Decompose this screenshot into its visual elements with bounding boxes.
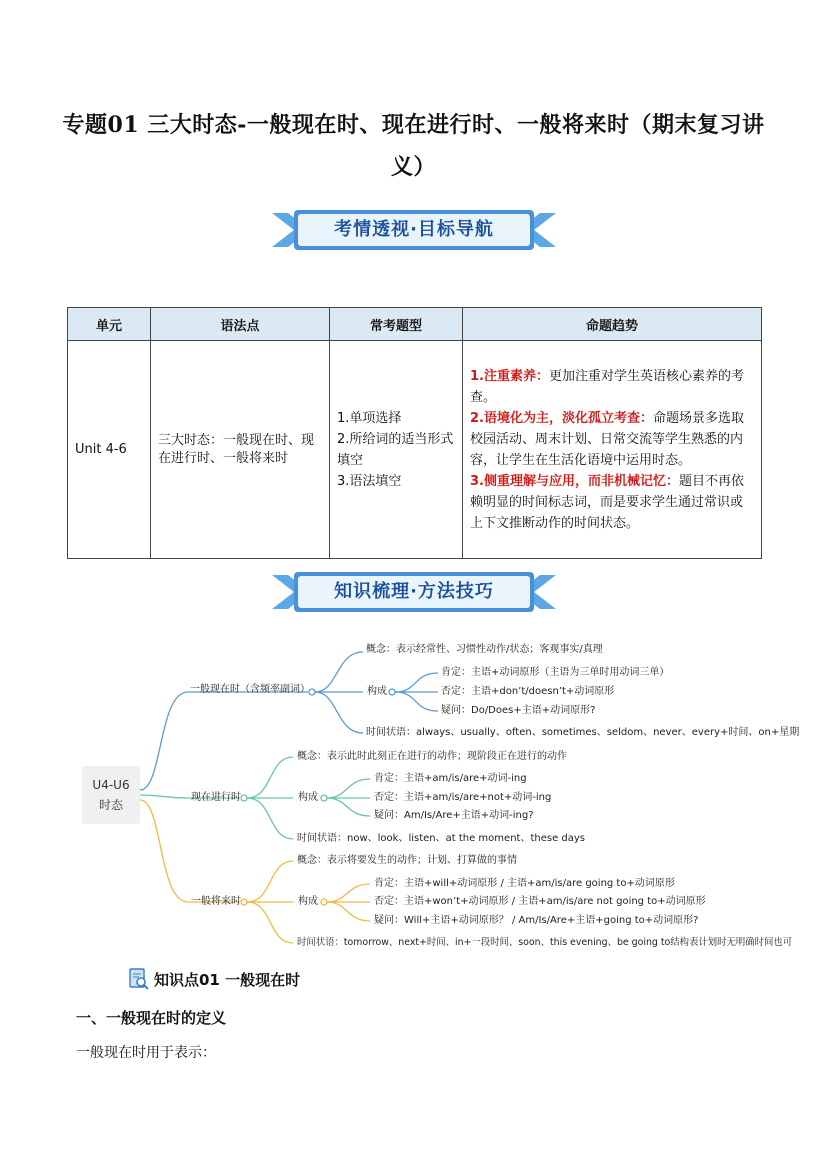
trend-item — [470, 408, 754, 471]
unit-text: Unit 4-6 — [75, 442, 127, 457]
node-form: 构成 — [367, 686, 387, 697]
knowledge-point-title: 知识点01 一般现在时 — [154, 970, 301, 989]
root-label-line1: U4-U6 — [92, 778, 130, 792]
mindmap-root — [82, 766, 140, 824]
trend-label: 2.语境化为主，淡化孤立考查： — [470, 410, 653, 426]
trend-text: 更加注重对学生英语核心素养的考查。 — [470, 368, 744, 405]
table-cell-grammar — [151, 341, 330, 559]
node-form: 构成 — [298, 896, 318, 907]
grammar-text: 三大时态：一般现在时、现在进行时、一般将来时 — [158, 432, 315, 466]
trend-text: 题目不再依赖明显的时间标志词，而是要求学生通过常识或上下文推断动作的时间状态。 — [470, 473, 744, 531]
exam-info-table — [67, 307, 762, 559]
banner-knowledge-review-text: 知识梳理·方法技巧 — [334, 581, 494, 602]
type-item: 2.所给词的适当形式填空 — [337, 431, 454, 468]
trend-item — [470, 366, 754, 408]
trend-text: 命题场景多选取校园活动、周末计划、日常交流等学生熟悉的内容，让学生在生活化语境中运用时态。 — [470, 410, 744, 468]
trend-label: 1.注重素养： — [470, 368, 549, 384]
node-concept: 概念：表示将要发生的动作；计划、打算做的事情 — [297, 855, 517, 866]
page-title: 专题01 三大时态-一般现在时、现在进行时、一般将来时（期末复习讲义） — [62, 112, 765, 180]
node-time-adverbials: 时间状语：now、look、listen、at the moment、these days — [297, 833, 586, 844]
node-negative: 否定：主语+am/is/are+not+动词-ing — [374, 792, 552, 803]
node-time-adverbials: 时间状语：always、usually、often、sometimes、seldom、never、every+时间、on+星期 — [366, 727, 800, 738]
node-question: 疑问：Will+主语+动词原形？ / Am/Is/Are+主语+going to+动词原形? — [374, 915, 699, 926]
book-magnifier-icon — [128, 967, 150, 991]
root-label-line2: 时态 — [98, 798, 123, 812]
type-item: 1.单项选择 — [337, 410, 402, 426]
node-negative: 否定：主语+don’t/doesn’t+动词原形 — [441, 686, 615, 697]
table-header-types: 常考题型 — [330, 308, 463, 341]
node-negative: 否定：主语+won’t+动词原形 / 主语+am/is/are not going to+动词原形 — [374, 896, 706, 907]
banner-exam-overview-text: 考情透视·目标导航 — [334, 219, 494, 240]
knowledge-point-heading — [128, 967, 300, 991]
type-item: 3.语法填空 — [337, 473, 402, 489]
trend-label: 3.侧重理解与应用，而非机械记忆： — [470, 473, 679, 489]
table-header-grammar: 语法点 — [151, 308, 330, 341]
node-question: 疑问：Do/Does+主语+动词原形? — [441, 705, 596, 716]
branch-present-continuous: 现在进行时 — [191, 792, 241, 803]
node-affirmative: 肯定：主语+am/is/are+动词-ing — [374, 773, 527, 784]
table-cell-types — [330, 341, 463, 559]
node-concept: 概念：表示此时此刻正在进行的动作；现阶段正在进行的动作 — [297, 751, 567, 762]
node-question: 疑问：Am/Is/Are+主语+动词-ing? — [374, 810, 534, 821]
banner-exam-overview — [272, 205, 556, 255]
branch-simple-present: 一般现在时（含频率副词） — [190, 684, 310, 695]
trend-item — [470, 471, 754, 534]
node-affirmative: 肯定：主语+will+动词原形 / 主语+am/is/are going to+动词原形 — [374, 878, 675, 889]
branch-simple-future: 一般将来时 — [191, 896, 241, 907]
table-header-unit: 单元 — [68, 308, 151, 341]
section-heading: 一、一般现在时的定义 — [76, 1009, 227, 1027]
table-cell-unit — [68, 341, 151, 559]
tense-mindmap — [78, 630, 818, 956]
table-cell-trends — [463, 341, 762, 559]
table-header-trends: 命题趋势 — [463, 308, 762, 341]
paragraph: 一般现在时用于表示： — [76, 1045, 216, 1061]
node-time-adverbials: 时间状语：tomorrow、next+时间、in+一段时间、soon、this evening、be going to结构表计划时无明确时间也可 — [297, 937, 793, 948]
node-affirmative: 肯定：主语+动词原形（主语为三单时用动词三单） — [441, 667, 670, 678]
banner-knowledge-review — [272, 567, 556, 617]
node-concept: 概念：表示经常性、习惯性动作/状态；客观事实/真理 — [366, 644, 603, 655]
node-form: 构成 — [298, 792, 318, 803]
